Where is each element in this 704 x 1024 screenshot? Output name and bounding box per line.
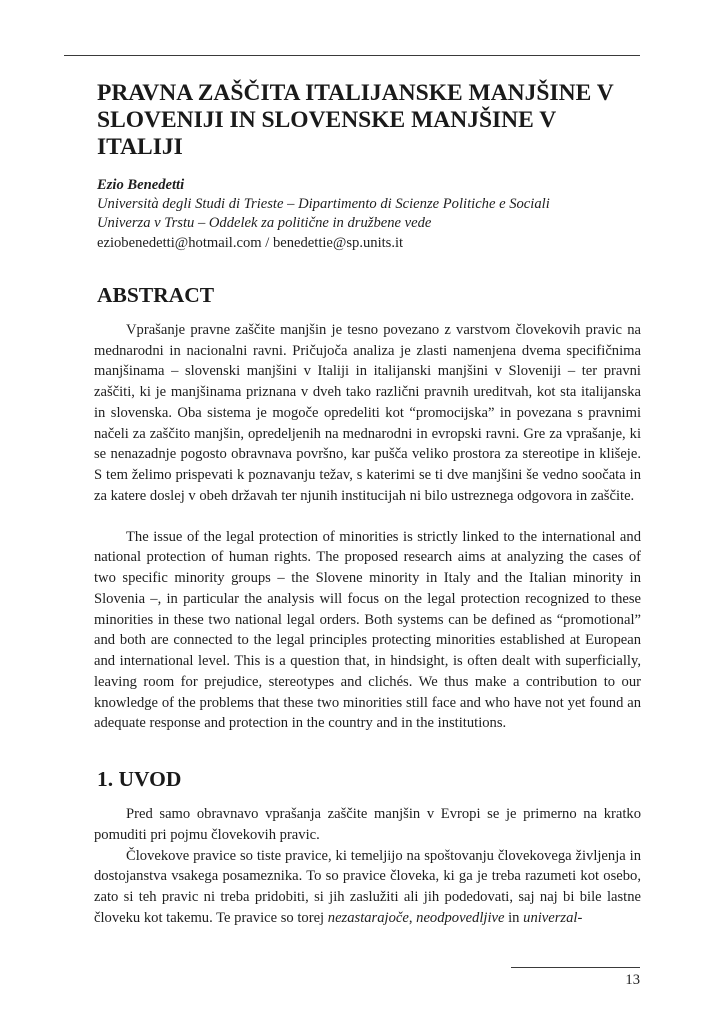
term-univerzal: univerzal- (523, 909, 583, 926)
article-title (97, 80, 639, 161)
abstract-heading: ABSTRACT (97, 282, 215, 307)
author-block (97, 176, 639, 253)
term-nezastarajoce: nezastarajoče (327, 909, 409, 926)
title-line-2: SLOVENIJI IN SLOVENSKE MANJŠINE V ITALIJI (97, 107, 556, 160)
abstract-paragraph-slovene: Vprašanje pravne zaščite manjšin je tesno povezano z varstvom človekovih pravic na mednarodni in nacionalni ravni. Pričujoča analiza je zlasti namenjena dvema specifičnima manjšinama – slovenski manjšini v Italiji in italijanski manjšini v Sloveniji – ter pravni zaščiti, ki je manjšinama priznana v dveh tako različni pravnih ureditvah, kot sta italijanska in slovenska. Oba sistema je mogoče opredeliti kot “promocijska” in povezana s pravnimi načeli za zaščito manjšin, opredeljenih na mednarodni in evropski ravni. Gre za vprašanje, ki se nenazadnje pogosto obravnava površno, kar pušča veliko prostora za stereotipe in klišeje. S tem želimo prispevati k poznavanju težav, s katerimi se ti dve manjšini še vedno soočata in za katere doslej v obeh državah ter njunih institucijah ni bilo ustreznega odgovora in zaščite. (94, 321, 641, 504)
top-rule (64, 55, 640, 56)
author-name: Ezio Benedetti (97, 177, 185, 193)
term-neodpovedljive: neodpovedljive (416, 909, 505, 926)
author-email: eziobenedetti@hotmail.com / benedettie@sp.units.it (97, 234, 404, 251)
page-number: 13 (625, 972, 640, 988)
author-affiliation-1: Università degli Studi di Trieste – Dipartimento di Scienze Politiche e Sociali (97, 196, 550, 213)
abstract-body (94, 320, 641, 734)
intro-paragraph-2-text: Človekove pravice so tiste pravice, ki temeljijo na spoštovanju človekovega življenja in dostojanstva vsakega posameznika. To so pravice človeka, ki ga je treba razumeti kot osebo, zato si teh pravic ni treba pridobiti, si jih zaslužiti ali jih podedovati, saj naj bi bile lastne človeku kot takemu. Te pravice so torej (94, 847, 641, 926)
title-line-1: PRAVNA ZAŠČITA ITALIJANSKE MANJŠINE V (97, 80, 614, 106)
intro-paragraph-2 (94, 846, 641, 929)
intro-paragraph-1: Pred samo obravnavo vprašanja zaščite manjšin v Evropi se je primerno na kratko pomuditi pri pojmu človekovih pravic. (94, 806, 641, 843)
author-affiliation-2: Univerza v Trstu – Oddelek za politične in družbene vede (97, 215, 432, 232)
intro-heading: 1. UVOD (97, 767, 182, 792)
separator-1: , (408, 909, 417, 926)
intro-body (94, 804, 641, 929)
abstract-paragraph-english: The issue of the legal protection of minorities is strictly linked to the international and national protection of human rights. The proposed research aims at analyzing the cases of two specific minority groups – the Slovene minority in Italy and the Italian minority in Slovenia –, in particular the analysis will focus on the legal protection recognized to these minorities in these two national legal orders. Both systems can be defined as “promotional” and both are connected to the legal principles protecting minorities established at European and international level. This is a question that, in hindsight, is often dealt with superficially, leaving room for prejudice, stereotypes and clichés. We thus make a contribution to our knowledge of the problems that these two minorities still face and who have not yet found an adequate response and protection in the country and in the institutions. (94, 528, 641, 732)
footer-rule (511, 967, 640, 968)
article-body (94, 80, 641, 929)
separator-2: in (504, 909, 524, 926)
